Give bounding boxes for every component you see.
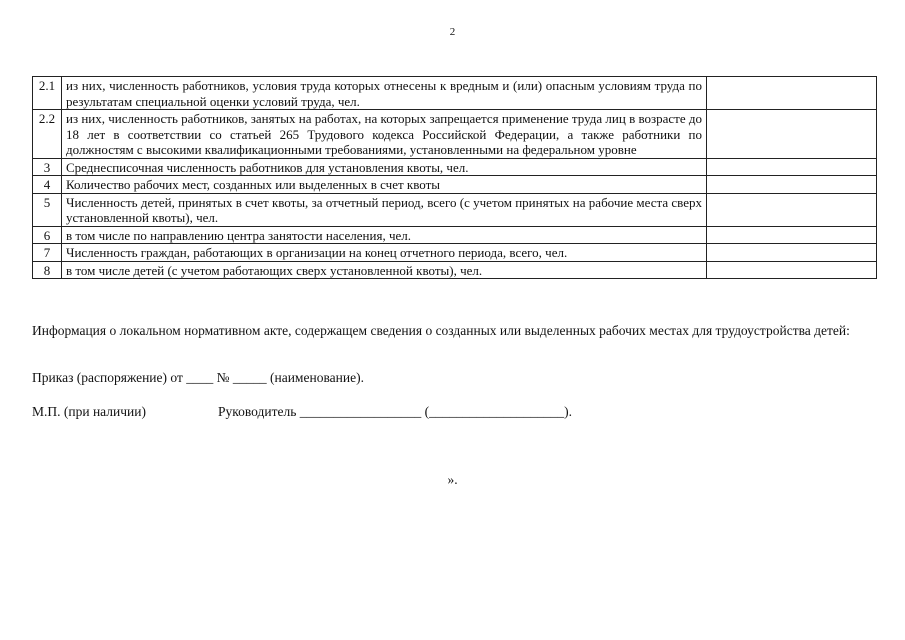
row-value-cell [707,110,877,159]
row-number: 8 [33,261,62,279]
row-value-cell [707,226,877,244]
row-value-cell [707,176,877,194]
row-number: 2.2 [33,110,62,159]
row-value-cell [707,77,877,110]
row-value-cell [707,158,877,176]
row-number: 6 [33,226,62,244]
table-row [33,176,877,194]
row-value-cell [707,261,877,279]
row-value-cell [707,244,877,262]
order-line: Приказ (распоряжение) от ____ № _____ (наименование). [32,370,364,385]
row-description: Численность детей, принятых в счет квоты, за отчетный период, всего (с учетом принятых на рабочие места сверх установленной квоты), чел. [62,193,707,226]
row-description: в том числе по направлению центра занятости населения, чел. [62,226,707,244]
table-row [33,110,877,159]
row-number: 7 [33,244,62,262]
report-table [32,76,877,279]
table-row [33,226,877,244]
signature-line [32,403,873,420]
row-number: 4 [33,176,62,194]
row-number: 5 [33,193,62,226]
table-row [33,158,877,176]
table-row [33,244,877,262]
closing-quote: ». [447,472,458,487]
row-description: Численность граждан, работающих в организации на конец отчетного периода, всего, чел. [62,244,707,262]
row-value-cell [707,193,877,226]
page-number: 2 [449,26,456,38]
row-description: Среднесписочная численность работников для установления квоты, чел. [62,158,707,176]
row-description: Количество рабочих мест, созданных или выделенных в счет квоты [62,176,707,194]
local-act-info: Информация о локальном нормативном акте, содержащем сведения о созданных или выделенных рабочих местах для трудоустройства детей: [32,323,850,338]
row-description: из них, численность работников, занятых на работах, на которых запрещается применение труда лиц в возрасте до 18 лет в соответствии со статьей 265 Трудового кодекса Российской Федерации, а также работники по должностям с высокими квалификационными требованиями, установленными на федеральном уровне [62,110,707,159]
table-row [33,193,877,226]
row-description: в том числе детей (с учетом работающих сверх установленной квоты), чел. [62,261,707,279]
stamp-label: М.П. (при наличии) [32,404,146,419]
row-description: из них, численность работников, условия труда которых отнесены к вредным и (или) опасным условиям труда по результатам специальной оценки условий труда, чел. [62,77,707,110]
table-row [33,77,877,110]
table-row [33,261,877,279]
row-number: 2.1 [33,77,62,110]
head-signature: Руководитель __________________ (____________________). [218,404,573,419]
row-number: 3 [33,158,62,176]
